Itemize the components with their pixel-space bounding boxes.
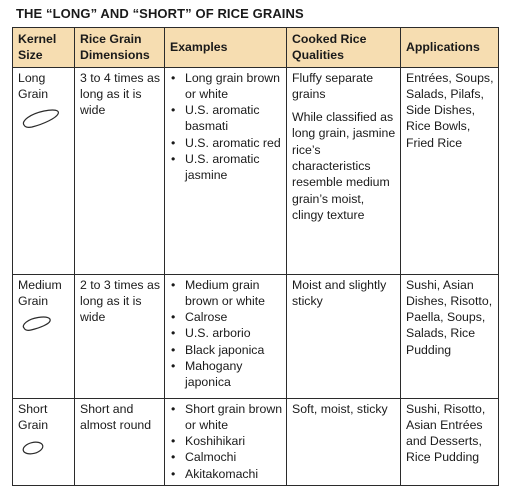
table-title: THE “LONG” AND “SHORT” OF RICE GRAINS — [16, 6, 304, 21]
kernel-size-label: Medium Grain — [18, 277, 62, 308]
kernel-size-cell — [13, 398, 75, 485]
examples-list — [170, 277, 283, 391]
kernel-size-cell — [13, 274, 75, 398]
table-row — [13, 398, 499, 485]
header-qualities: Cooked Rice Qualities — [287, 28, 401, 68]
list-item: • Black japonica — [170, 342, 283, 358]
qualities-text: Fluffy separate grains — [292, 70, 374, 101]
list-item: • Mahogany japonica — [170, 358, 283, 391]
kernel-size-label: Short Grain — [18, 401, 49, 432]
long-grain-icon — [20, 108, 62, 130]
list-item: • Short grain brown or white — [170, 401, 283, 434]
list-item: • Koshihikari — [170, 433, 283, 449]
list-item: • U.S. arborio — [170, 325, 283, 341]
list-item: • U.S. aromatic jasmine — [170, 151, 283, 184]
applications-cell: Sushi, Asian Dishes, Risotto, Paella, Soups, Salads, Rice Pudding — [401, 274, 499, 398]
examples-list — [170, 401, 283, 482]
list-item: • Calrose — [170, 309, 283, 325]
examples-cell — [165, 398, 287, 485]
medium-grain-icon — [20, 315, 54, 333]
dimensions-cell: 2 to 3 times as long as it is wide — [75, 274, 165, 398]
list-item: • Long grain brown or white — [170, 70, 283, 103]
header-applications: Applications — [401, 28, 499, 68]
list-item: • Medium grain brown or white — [170, 277, 283, 310]
dimensions-cell: 3 to 4 times as long as it is wide — [75, 67, 165, 274]
kernel-size-cell — [13, 67, 75, 274]
rice-grains-table — [12, 27, 499, 486]
list-item: • Calmochi — [170, 449, 283, 465]
short-grain-icon — [20, 439, 48, 457]
list-item: • Akitakomachi — [170, 466, 283, 482]
examples-list — [170, 70, 283, 184]
list-item: • U.S. aromatic basmati — [170, 102, 283, 135]
examples-cell — [165, 274, 287, 398]
table-row — [13, 67, 499, 274]
applications-cell: Entrées, Soups, Salads, Pilafs, Side Dishes, Rice Bowls, Fried Rice — [401, 67, 499, 274]
qualities-cell: Soft, moist, sticky — [287, 398, 401, 485]
header-examples: Examples — [165, 28, 287, 68]
header-row — [13, 28, 499, 68]
qualities-note: While classified as long grain, jasmine rice’s characteristics resemble medium grain’s moist, clingy texture — [292, 110, 396, 222]
applications-cell: Sushi, Risotto, Asian Entrées and Desserts, Rice Pudding — [401, 398, 499, 485]
qualities-cell — [287, 67, 401, 274]
table-row — [13, 274, 499, 398]
kernel-size-label: Long Grain — [18, 70, 49, 101]
header-kernel-size: Kernel Size — [13, 28, 75, 68]
dimensions-cell: Short and almost round — [75, 398, 165, 485]
qualities-cell: Moist and slightly sticky — [287, 274, 401, 398]
header-dimensions: Rice Grain Dimensions — [75, 28, 165, 68]
examples-cell — [165, 67, 287, 274]
list-item: • U.S. aromatic red — [170, 135, 283, 151]
